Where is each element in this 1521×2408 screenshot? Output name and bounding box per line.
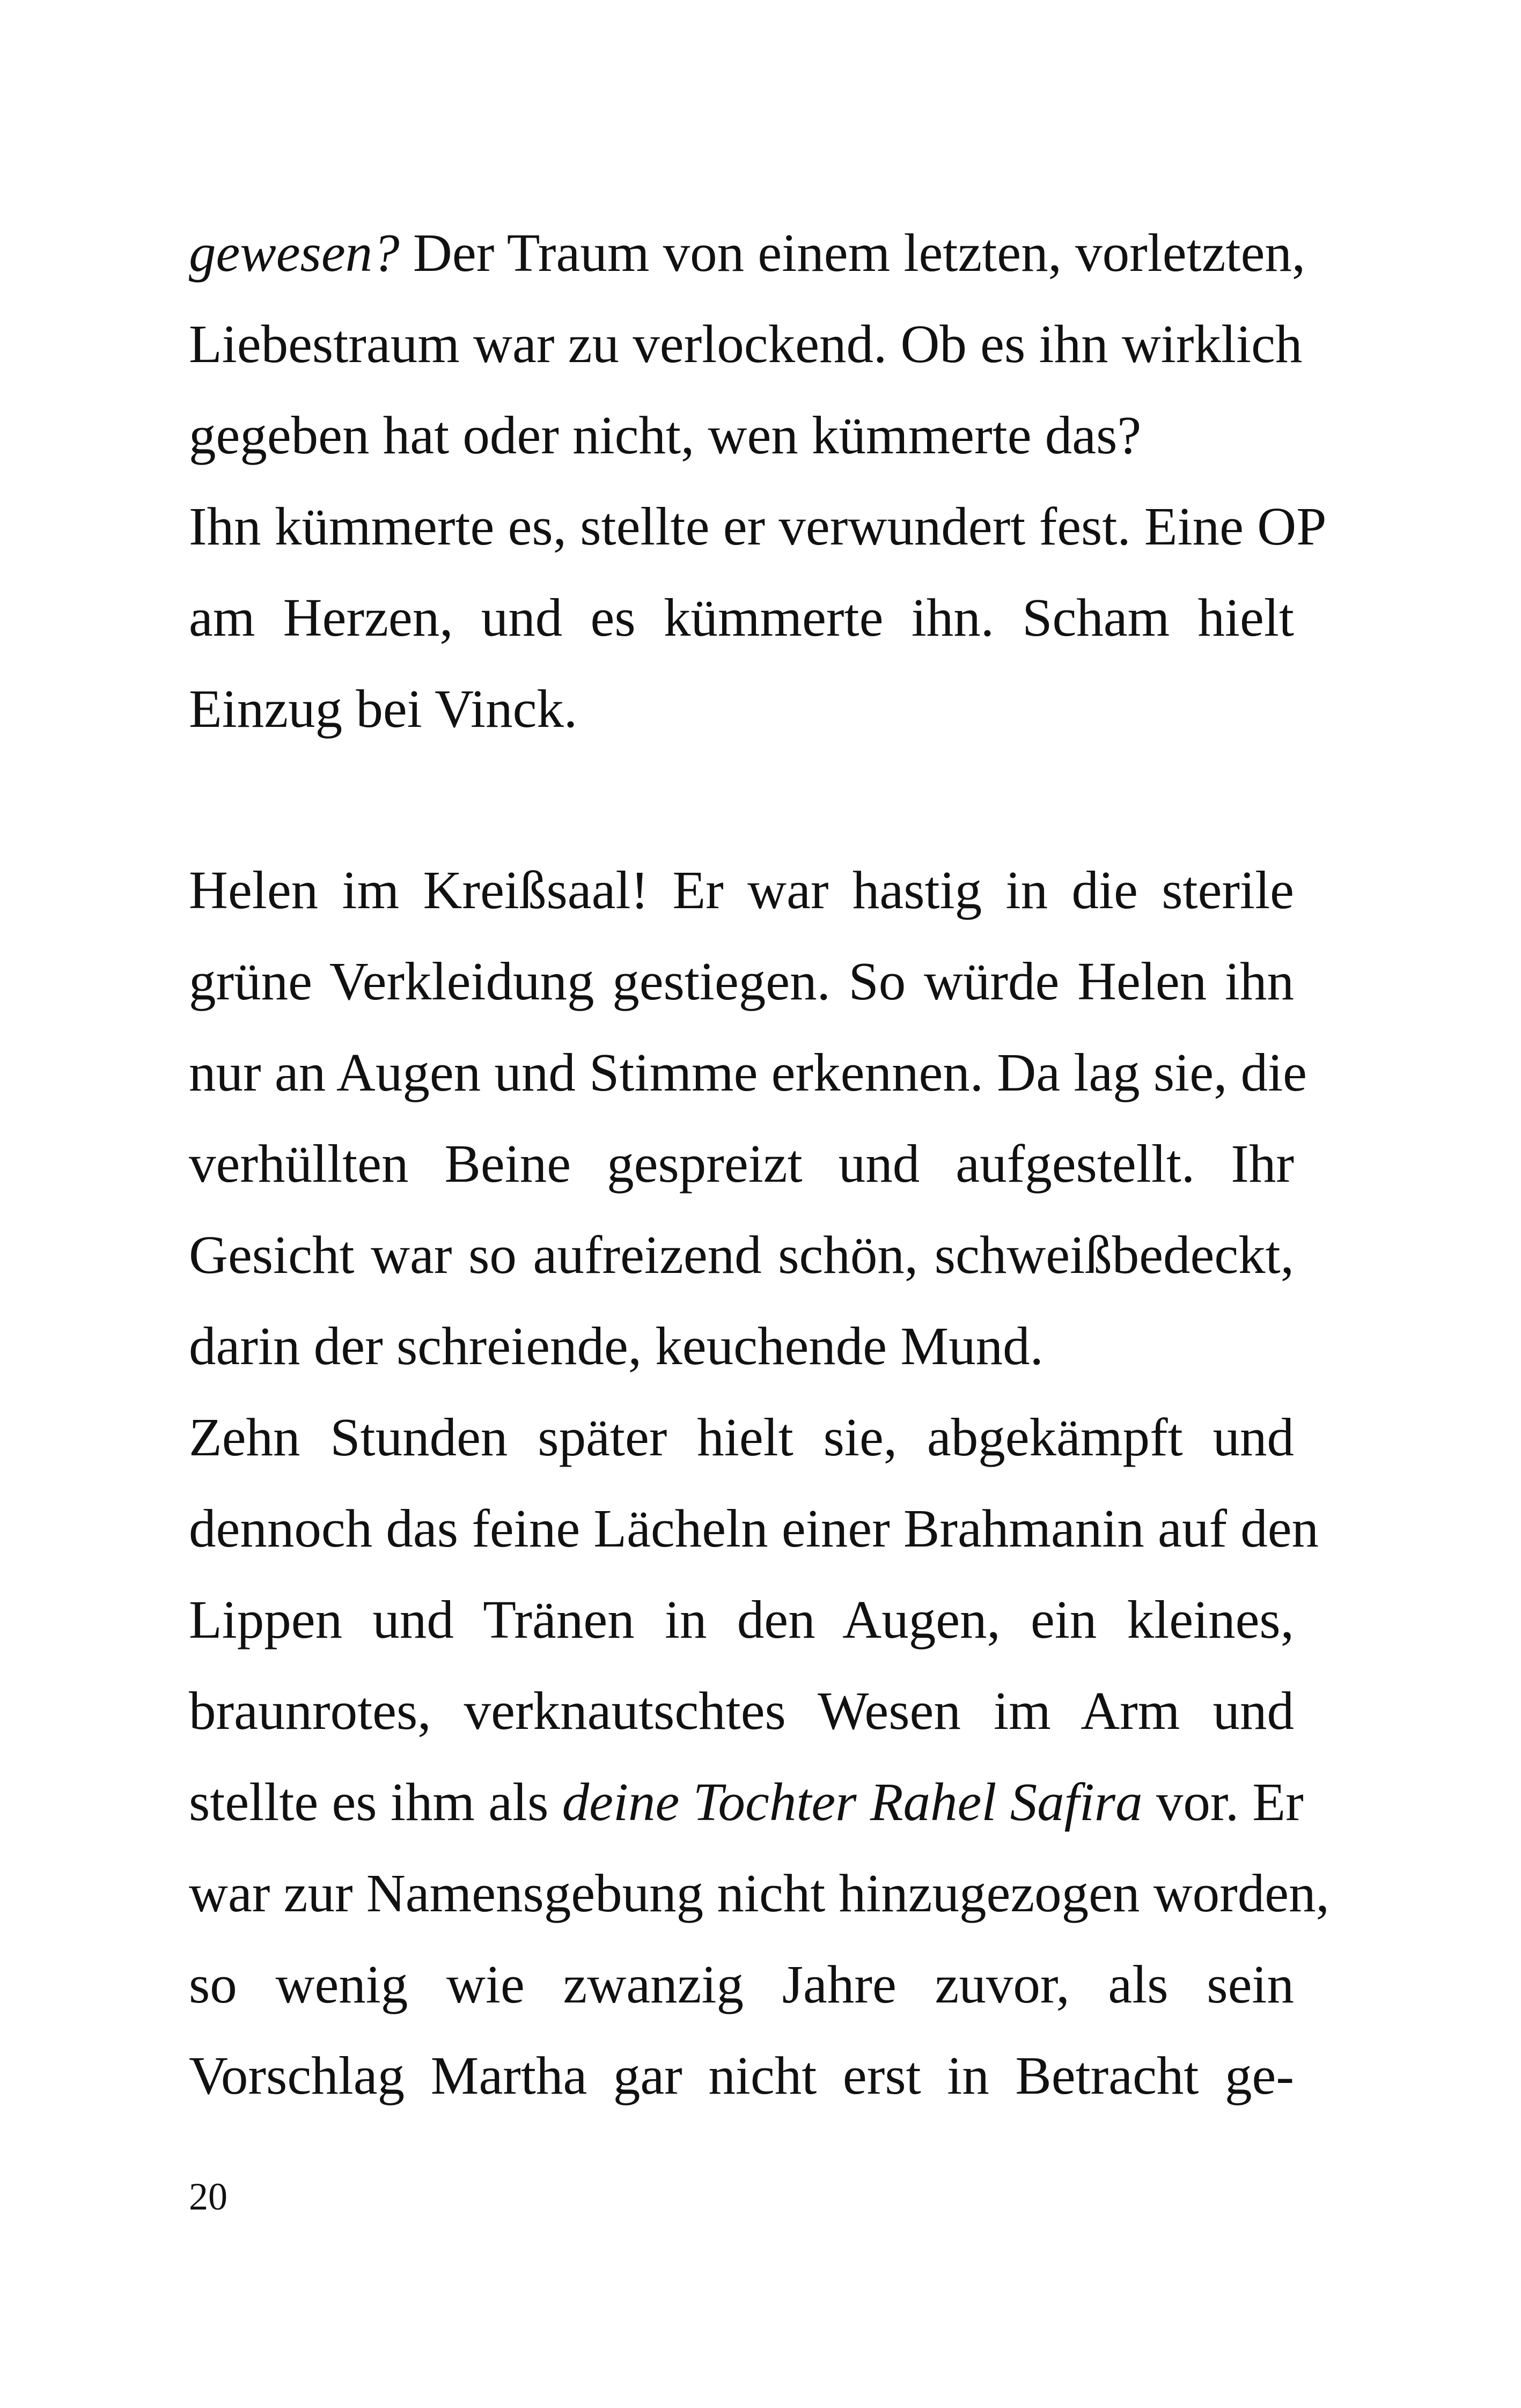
- text-run: so wenig wie zwanzig Jahre zuvor, als sein: [189, 1954, 1294, 2014]
- text-run: Lippen und Tränen in den Augen, ein kleines,: [189, 1589, 1294, 1649]
- paragraph-2: [189, 844, 1329, 2121]
- text-line: [189, 844, 1294, 936]
- italic-text: deine Tochter Rahel Safira: [562, 1772, 1143, 1832]
- text-run: nur an Augen und Stimme erkennen. Da lag sie, die: [189, 1042, 1307, 1102]
- text-run: am Herzen, und es kümmerte ihn. Scham hielt: [189, 587, 1294, 647]
- text-line: [189, 1847, 1329, 1939]
- text-line: [189, 1574, 1294, 1665]
- text-run: dennoch das feine Lächeln einer Brahmanin auf den: [189, 1498, 1319, 1558]
- text-run: darin der schreiende, keuchende Mund.: [189, 1316, 1044, 1376]
- text-line: [189, 572, 1294, 663]
- text-run: stellte es ihm als: [189, 1772, 562, 1832]
- text-line: [189, 1300, 1294, 1391]
- text-run: Ihn kümmerte es, stellte er verwundert fest. Eine OP: [189, 496, 1327, 556]
- text-line: [189, 1027, 1307, 1118]
- text-run: Einzug bei Vinck.: [189, 679, 578, 739]
- text-run: Liebestraum war zu verlockend. Ob es ihn wirklich: [189, 314, 1303, 374]
- text-line: [189, 663, 1294, 754]
- text-run: braunrotes, verknautschtes Wesen im Arm und: [189, 1681, 1294, 1741]
- text-line: [189, 298, 1303, 389]
- italic-text: gewesen?: [189, 223, 400, 283]
- text-line: [189, 1391, 1294, 1483]
- text-run: verhüllten Beine gespreizt und aufgestellt. Ihr: [189, 1133, 1294, 1194]
- text-line: [189, 1939, 1294, 2030]
- text-run: war zur Namensgebung nicht hinzugezogen worden,: [189, 1863, 1329, 1923]
- text-run: Der Traum von einem letzten, vorletzten,: [399, 223, 1306, 283]
- text-line: [189, 1209, 1294, 1300]
- text-line: [189, 1665, 1294, 1756]
- text-run: Helen im Kreißsaal! Er war hastig in die sterile: [189, 860, 1294, 920]
- text-line: [189, 1483, 1319, 1574]
- text-line: [189, 389, 1294, 481]
- text-line: [189, 1756, 1304, 1847]
- text-line: [189, 481, 1327, 572]
- text-line: [189, 1118, 1294, 1209]
- text-line: [189, 936, 1294, 1027]
- text-line: [189, 207, 1306, 298]
- page-number: 20: [189, 2175, 227, 2218]
- text-run: gegeben hat oder nicht, wen kümmerte das?: [189, 405, 1142, 465]
- text-run: grüne Verkleidung gestiegen. So würde Helen ihn: [189, 951, 1294, 1011]
- text-run: Gesicht war so aufreizend schön, schweißbedeckt,: [189, 1225, 1294, 1285]
- paragraph-1: [189, 207, 1327, 754]
- text-run: vor. Er: [1142, 1772, 1304, 1832]
- text-run: Vorschlag Martha gar nicht erst in Betracht ge-: [189, 2045, 1294, 2105]
- text-run: Zehn Stunden später hielt sie, abgekämpft und: [189, 1407, 1294, 1467]
- text-line: [189, 2030, 1294, 2121]
